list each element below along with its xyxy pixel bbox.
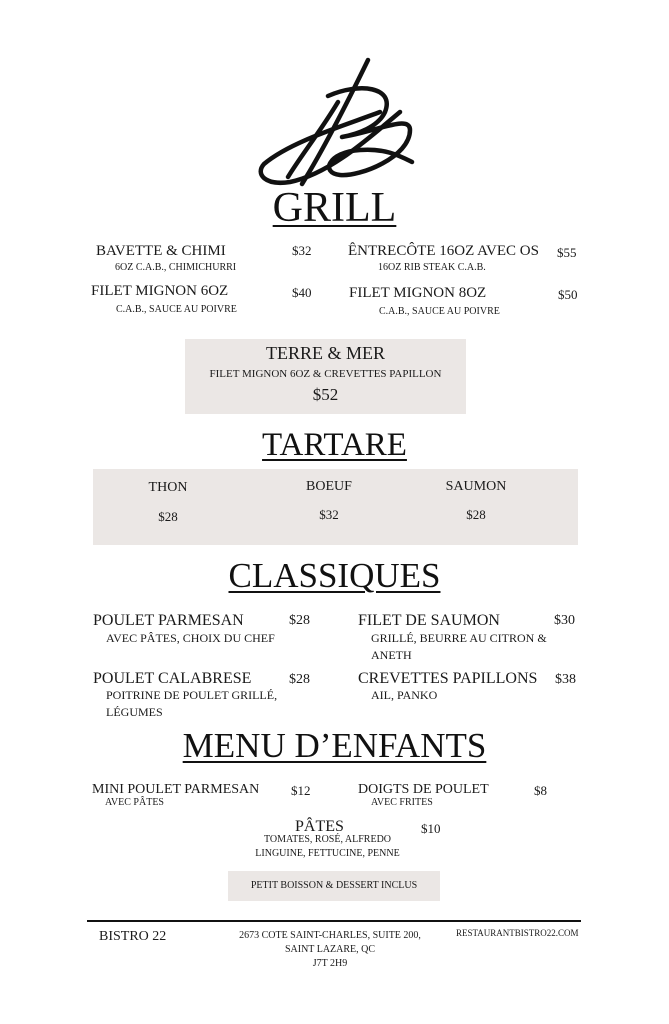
menu-item-price: $55 bbox=[557, 245, 577, 260]
menu-item-desc: AVEC PÂTES bbox=[105, 797, 164, 808]
tartare-box bbox=[93, 469, 578, 545]
menu-item-desc: POITRINE DE POULET GRILLÉ, LÉGUMES bbox=[106, 688, 278, 719]
menu-item-price: $12 bbox=[291, 783, 311, 798]
menu-item-price: $30 bbox=[554, 613, 575, 628]
menu-item-price: $38 bbox=[555, 672, 576, 687]
menu-item-name: POULET CALABRESE bbox=[93, 670, 252, 687]
footer-website-link[interactable]: RESTAURANTBISTRO22.COM bbox=[456, 928, 579, 938]
tartare-item-name: BOEUF bbox=[306, 479, 352, 494]
special-desc: FILET MIGNON 6OZ & CREVETTES PAPILLON bbox=[209, 368, 442, 380]
menu-item-price: $28 bbox=[289, 613, 310, 628]
special-name: TERRE & MER bbox=[265, 343, 385, 363]
menu-item-name: FILET MIGNON 6OZ bbox=[91, 283, 229, 299]
menu-item-desc: 16OZ RIB STEAK C.A.B. bbox=[378, 262, 486, 273]
grill-title: GRILL bbox=[272, 185, 397, 231]
menu-item-desc: C.A.B., SAUCE AU POIVRE bbox=[379, 306, 500, 317]
menu-item-name: PÂTES bbox=[295, 818, 344, 835]
kids-note-box bbox=[228, 871, 440, 901]
menu-item-desc: AIL, PANKO bbox=[371, 688, 438, 702]
footer-address-line2: SAINT LAZARE, QC bbox=[284, 944, 376, 955]
menu-item-name: FILET MIGNON 8OZ bbox=[349, 285, 487, 301]
menu-item-desc: GRILLÉ, BEURRE AU CITRON & ANETH bbox=[371, 631, 547, 662]
menu-item-price: $10 bbox=[421, 821, 441, 836]
menu-item-name: CREVETTES PAPILLONS bbox=[358, 670, 538, 687]
menu-item-name: FILET DE SAUMON bbox=[358, 612, 500, 629]
menu-item-desc: 6OZ C.A.B., CHIMICHURRI bbox=[115, 262, 237, 273]
menu-item-name: ÊNTRECÔTE 16OZ AVEC OS bbox=[348, 243, 539, 259]
menu-item-name: MINI POULET PARMESAN bbox=[92, 782, 260, 797]
menu-item-name: DOIGTS DE POULET bbox=[358, 782, 489, 797]
menu-item-name: POULET PARMESAN bbox=[93, 612, 244, 629]
enfants-title: MENU D’ENFANTS bbox=[182, 726, 487, 765]
tartare-item-price: $28 bbox=[466, 507, 486, 522]
menu-item-desc: AVEC FRITES bbox=[371, 797, 433, 808]
menu-item-desc: TOMATES, ROSÉ, ALFREDO bbox=[263, 834, 392, 845]
footer-divider bbox=[87, 920, 581, 922]
special-price: $52 bbox=[312, 385, 339, 404]
menu-item-desc: AVEC PÂTES, CHOIX DU CHEF bbox=[106, 631, 275, 645]
menu-item-price: $32 bbox=[292, 243, 312, 258]
footer-address-line3: J7T 2H9 bbox=[312, 958, 348, 969]
footer-address-line1: 2673 COTE SAINT-CHARLES, SUITE 200, bbox=[239, 930, 421, 941]
menu-item-desc: C.A.B., SAUCE AU POIVRE bbox=[116, 304, 237, 315]
menu-item-price: $28 bbox=[289, 672, 310, 687]
menu-item-price: $50 bbox=[558, 287, 578, 302]
tartare-title: TARTARE bbox=[262, 427, 407, 463]
tartare-item-name: THON bbox=[148, 480, 188, 495]
bistro-b-logo bbox=[250, 52, 425, 202]
menu-item-price: $8 bbox=[534, 783, 547, 798]
tartare-item-price: $32 bbox=[319, 507, 339, 522]
tartare-item-price: $28 bbox=[158, 509, 178, 524]
kids-note: PETIT BOISSON & DESSERT INCLUS bbox=[250, 880, 418, 891]
classiques-title: CLASSIQUES bbox=[228, 556, 441, 595]
tartare-item-name: SAUMON bbox=[445, 479, 507, 494]
special-box bbox=[185, 339, 466, 414]
menu-item-price: $40 bbox=[292, 285, 312, 300]
menu-item-desc: LINGUINE, FETTUCINE, PENNE bbox=[255, 848, 400, 859]
footer-restaurant-name: BISTRO 22 bbox=[99, 929, 167, 944]
menu-item-name: BAVETTE & CHIMI bbox=[96, 243, 226, 259]
